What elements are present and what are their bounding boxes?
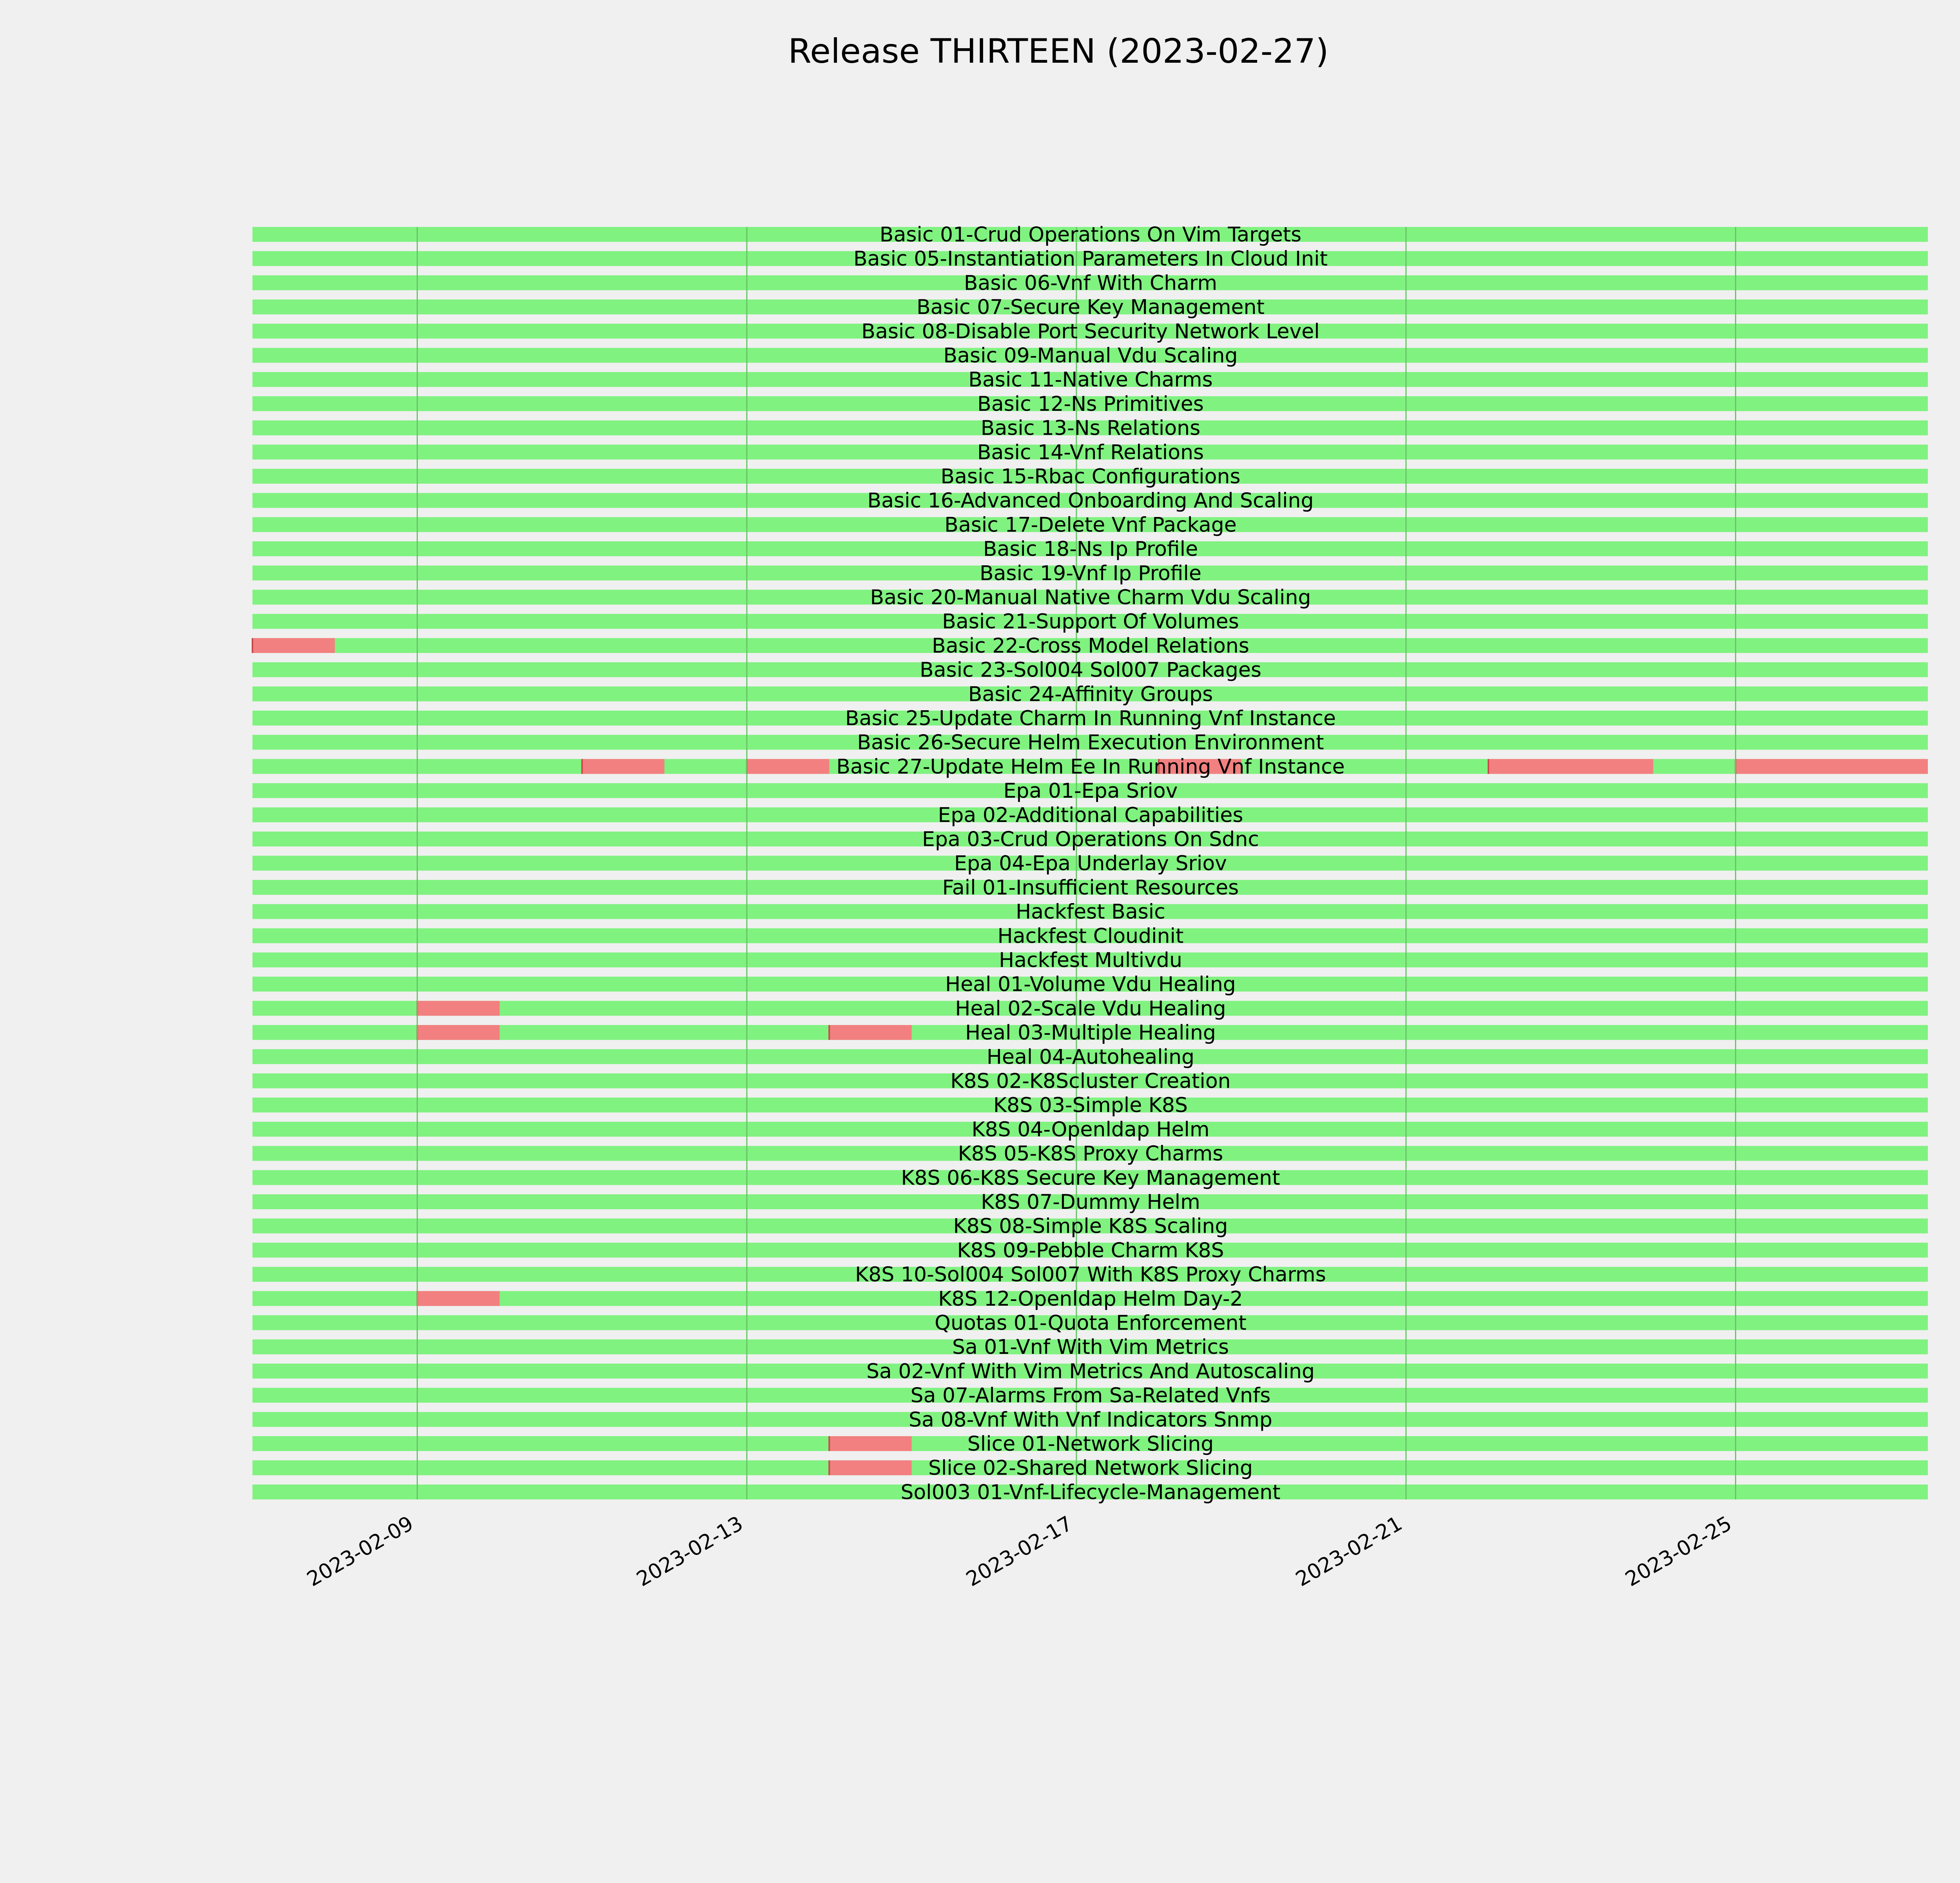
row-label: Basic 12-Ns Primitives	[977, 392, 1204, 416]
fail-bar	[417, 1291, 499, 1306]
fail-bar	[1736, 759, 1928, 774]
row-label: Basic 16-Advanced Onboarding And Scaling	[867, 489, 1314, 513]
row-label: Basic 23-Sol004 Sol007 Packages	[920, 658, 1261, 682]
row-label: Basic 27-Update Helm Ee In Running Vnf Instance	[836, 755, 1345, 779]
row-label: K8S 12-Openldap Helm Day-2	[938, 1287, 1243, 1311]
fail-bar	[417, 1025, 499, 1040]
row-label: Sa 07-Alarms From Sa-Related Vnfs	[910, 1384, 1271, 1408]
row-label: Basic 13-Ns Relations	[980, 416, 1201, 440]
row-label: Epa 02-Additional Capabilities	[938, 803, 1243, 827]
row-label: Basic 21-Support Of Volumes	[942, 610, 1239, 634]
fail-bar	[829, 1460, 911, 1475]
row-label: Basic 01-Crud Operations On Vim Targets	[879, 223, 1302, 247]
fail-bar	[252, 638, 335, 653]
row-label: Basic 15-Rbac Configurations	[940, 465, 1241, 488]
row-label: K8S 09-Pebble Charm K8S	[957, 1239, 1224, 1263]
row-label: Basic 25-Update Charm In Running Vnf Instance	[845, 707, 1336, 730]
row-label: Basic 14-Vnf Relations	[977, 441, 1204, 464]
row-label: Basic 17-Delete Vnf Package	[944, 513, 1237, 537]
row-label: Basic 24-Affinity Groups	[968, 682, 1213, 706]
row-label: K8S 04-Openldap Helm	[971, 1117, 1210, 1141]
row-label: Heal 02-Scale Vdu Healing	[955, 997, 1226, 1021]
fail-bar	[582, 759, 664, 774]
row-label: Quotas 01-Quota Enforcement	[935, 1311, 1247, 1335]
row-label: Basic 07-Secure Key Management	[916, 296, 1265, 319]
row-label: K8S 08-Simple K8S Scaling	[953, 1214, 1228, 1238]
row-label: Sa 01-Vnf With Vim Metrics	[952, 1335, 1229, 1359]
row-label: Hackfest Multivdu	[999, 949, 1182, 972]
row-label: Epa 03-Crud Operations On Sdnc	[922, 827, 1259, 851]
row-label: Basic 08-Disable Port Security Network Level	[861, 319, 1320, 343]
row-label: Heal 04-Autohealing	[986, 1045, 1195, 1069]
row-label: Basic 09-Manual Vdu Scaling	[943, 344, 1238, 368]
row-label: Basic 20-Manual Native Charm Vdu Scaling	[870, 586, 1311, 610]
row-label: Basic 22-Cross Model Relations	[932, 634, 1249, 658]
row-label: K8S 05-K8S Proxy Charms	[958, 1142, 1223, 1166]
row-label: Basic 26-Secure Helm Execution Environment	[857, 731, 1324, 755]
row-label: Basic 11-Native Charms	[968, 368, 1213, 392]
row-label: Fail 01-Insufficient Resources	[942, 876, 1239, 900]
row-label: Basic 06-Vnf With Charm	[964, 271, 1218, 295]
x-tick-label: 2023-02-25	[1621, 1511, 1736, 1591]
row-label: Heal 03-Multiple Healing	[965, 1021, 1216, 1045]
row-label: Basic 19-Vnf Ip Profile	[979, 561, 1202, 585]
fail-bar	[829, 1025, 911, 1040]
row-label: Epa 01-Epa Sriov	[1003, 779, 1178, 803]
row-label: Slice 02-Shared Network Slicing	[928, 1456, 1253, 1480]
row-label: Basic 05-Instantiation Parameters In Cloud Init	[853, 247, 1328, 271]
row-label: Heal 01-Volume Vdu Healing	[945, 972, 1236, 996]
row-label: K8S 02-K8Scluster Creation	[950, 1069, 1231, 1093]
row-label: Epa 04-Epa Underlay Sriov	[954, 852, 1227, 876]
row-label: Sol003 01-Vnf-Lifecycle-Management	[900, 1480, 1281, 1504]
x-tick-label: 2023-02-09	[303, 1511, 417, 1591]
row-label: K8S 03-Simple K8S	[993, 1094, 1188, 1117]
x-tick-label: 2023-02-21	[1292, 1511, 1406, 1591]
row-label: Hackfest Basic	[1016, 900, 1165, 924]
row-label: K8S 10-Sol004 Sol007 With K8S Proxy Charms	[855, 1263, 1326, 1287]
fail-bar	[747, 759, 829, 774]
fail-bar	[1488, 759, 1653, 774]
fail-bar	[417, 1001, 499, 1016]
row-label: Hackfest Cloudinit	[997, 924, 1184, 948]
row-label: K8S 06-K8S Secure Key Management	[901, 1166, 1280, 1190]
chart-title: Release THIRTEEN (2023-02-27)	[788, 32, 1329, 71]
row-label: Sa 08-Vnf With Vnf Indicators Snmp	[909, 1408, 1272, 1432]
x-tick-label: 2023-02-17	[962, 1511, 1077, 1591]
row-label: K8S 07-Dummy Helm	[981, 1190, 1200, 1214]
row-label: Basic 18-Ns Ip Profile	[983, 537, 1198, 561]
row-label: Sa 02-Vnf With Vim Metrics And Autoscaling	[866, 1359, 1315, 1383]
x-tick-label: 2023-02-13	[632, 1511, 747, 1591]
fail-bar	[829, 1436, 911, 1451]
row-label: Slice 01-Network Slicing	[967, 1432, 1214, 1456]
